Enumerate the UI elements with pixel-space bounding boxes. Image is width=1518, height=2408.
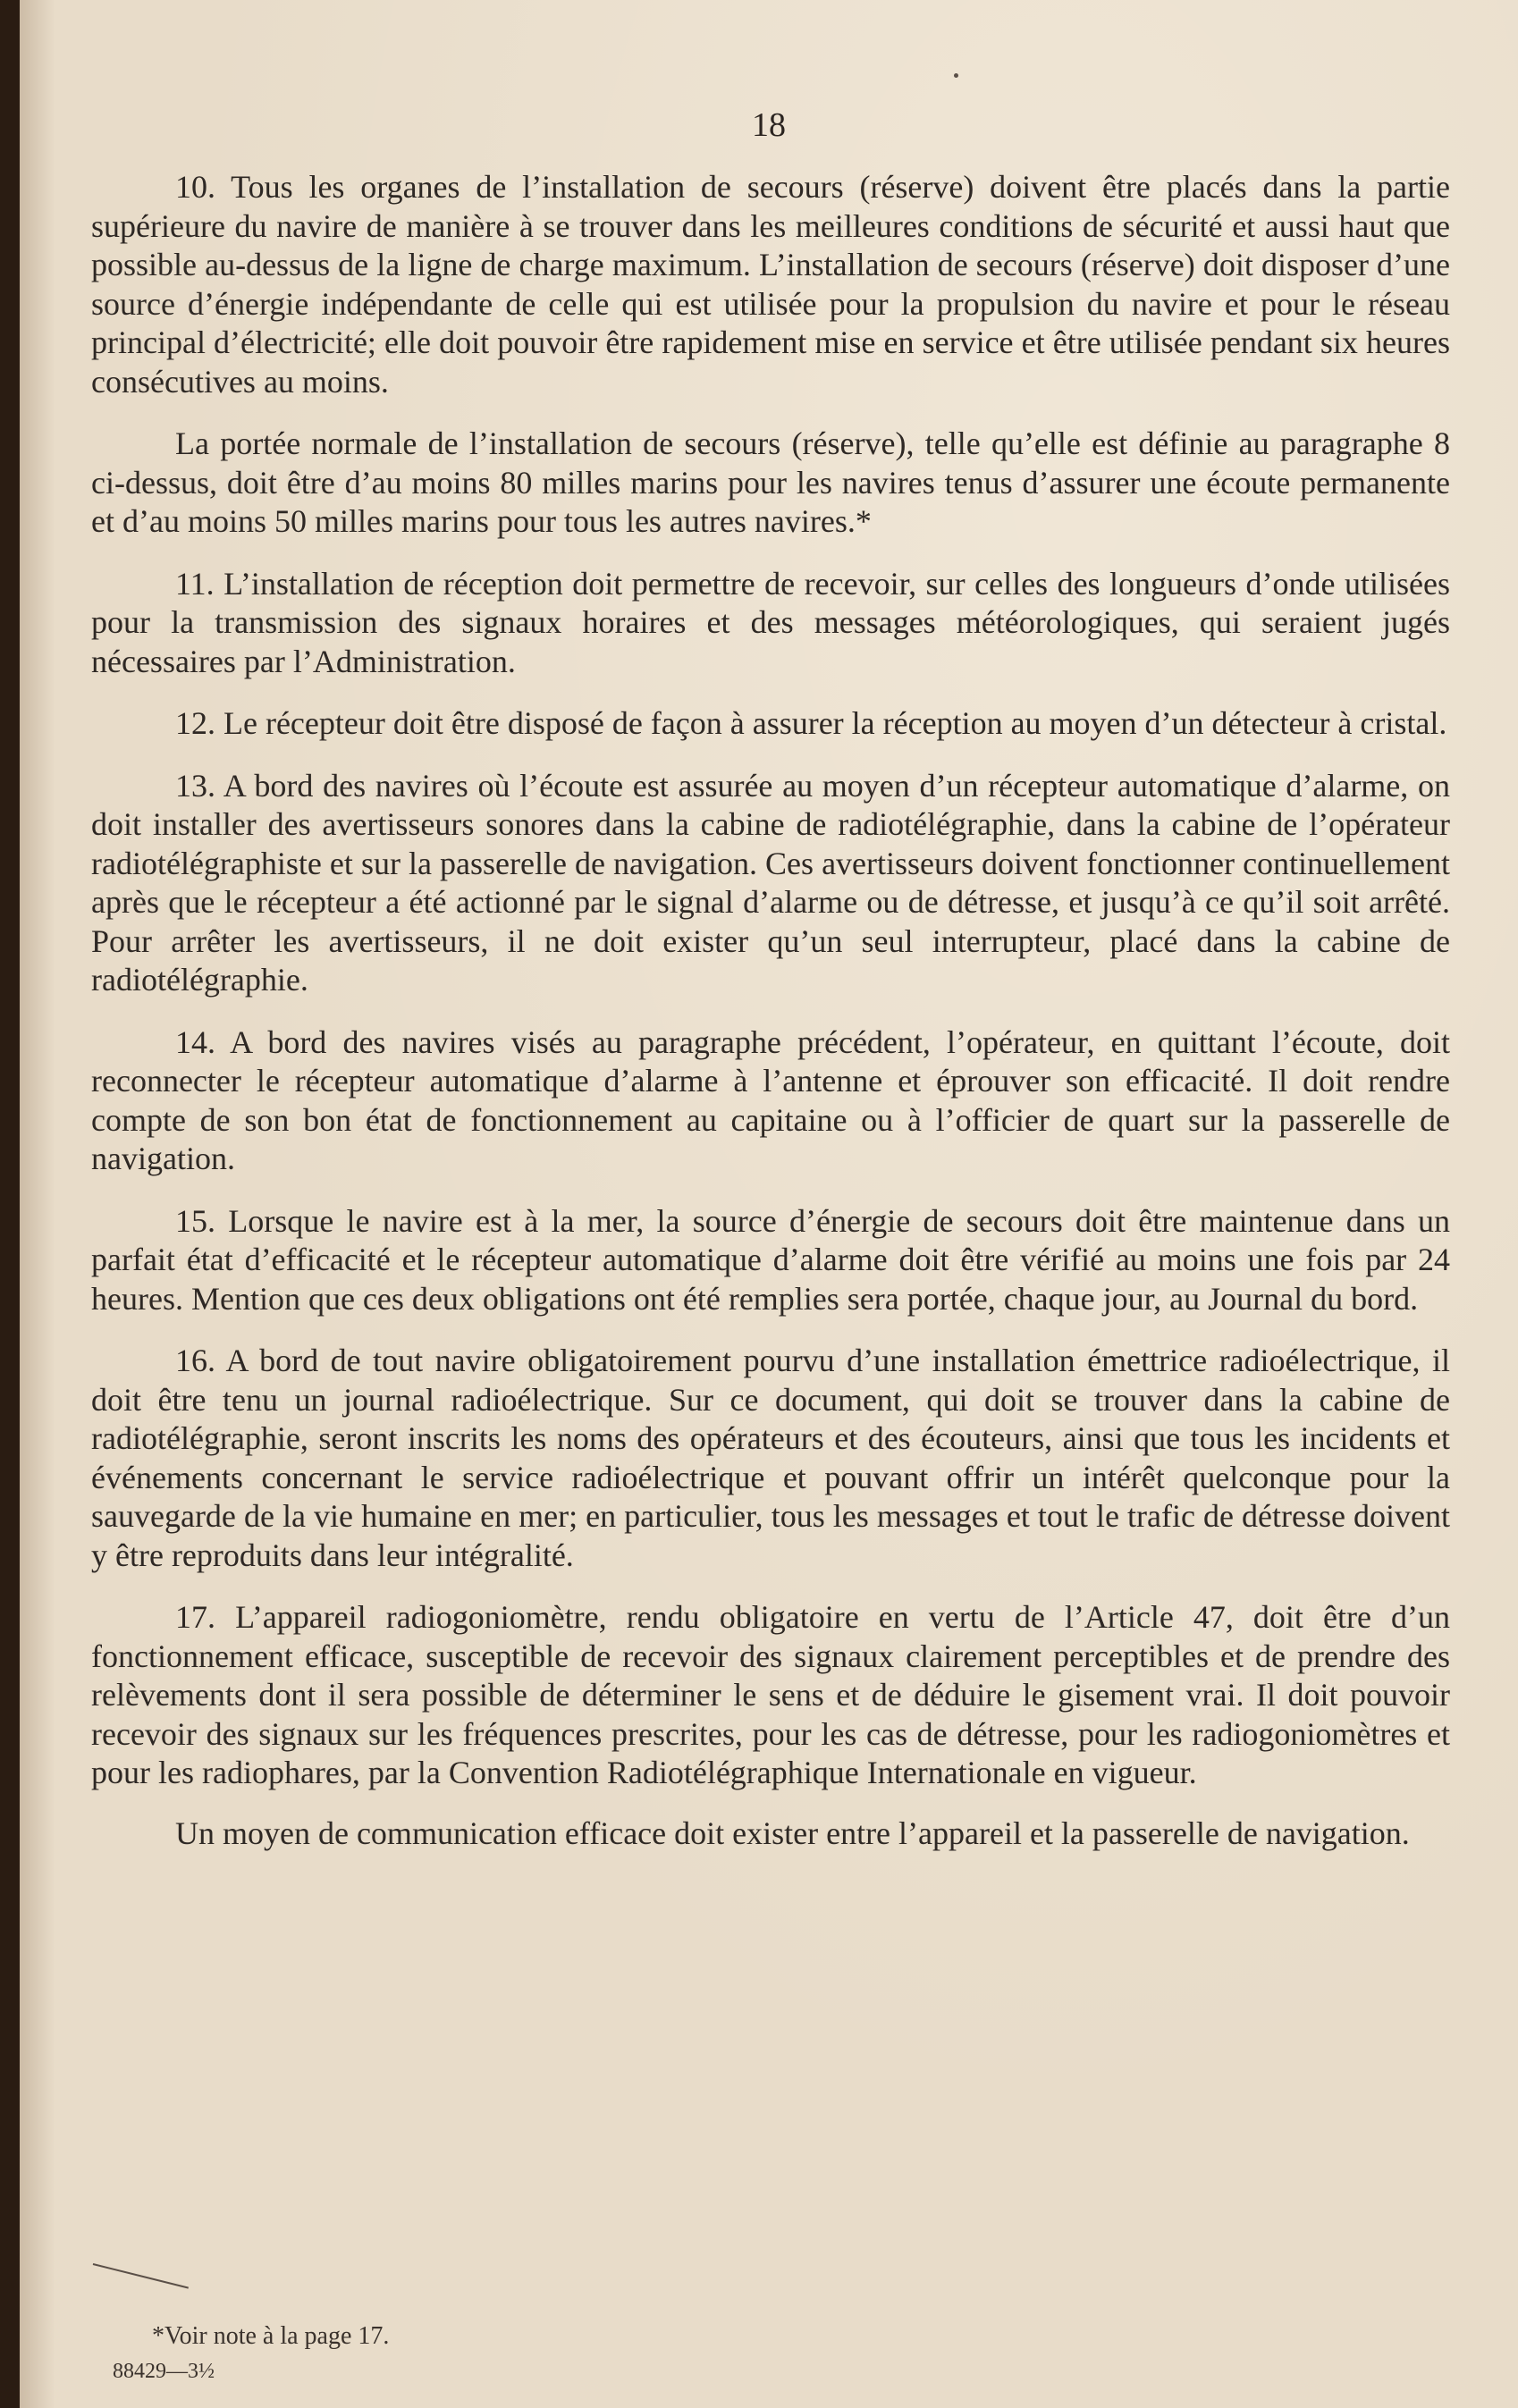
footnote-divider [93,2263,189,2289]
paragraph-13: 13. A bord des navires où l’écoute est assurée au moyen d’un récepteur automatique d’alarme, on doit installer des avertisseurs sonores dans la cabine de radiotélégraphie, dans la cabine de l’opérateur radiotélégraphiste et sur la passerelle de navigation. Ces avertisseurs doivent fonctionner continuellement après que le récepteur a été actionné par le signal d’alarme ou de détresse, et jusqu’à ce qu’il soit arrêté. Pour arrêter les avertisseurs, il ne doit exister qu’un seul interrupteur, placé dans la cabine de radiotélégraphie. [91,767,1450,998]
page-number: 18 [752,106,786,144]
paragraph-14: 14. A bord des navires visés au paragraphe précédent, l’opérateur, en quittant l’écoute, doit reconnecter le récepteur automatique d’alarme à l’antenne et éprouver son efficacité. Il doit rendre compte de son bon état de fonctionnement au capitaine ou à l’officier de quart sur la passerelle de navigation. [91,1023,1450,1176]
print-code: 88429—3½ [113,2360,215,2383]
paragraph-10: 10. Tous les organes de l’installation de secours (réserve) doivent être placés dans la partie supérieure du navire de manière à se trouver dans les meilleures conditions de sécurité et aussi haut que possible au-dessus de la ligne de charge maximum. L’installation de secours (réserve) doit disposer d’une source d’énergie indépendante de celle qui est utilisée pour la propulsion du navire et pour le réseau principal d’électricité; elle doit pouvoir être rapidement mise en service et être utilisée pendant six heures consécutives au moins. [91,169,1450,400]
paragraph-10-range: La portée normale de l’installation de secours (réserve), telle qu’elle est définie au paragraphe 8 ci-dessus, doit être d’au moins 80 milles marins pour les navires tenus d’assurer une écoute permanente et d’au moins 50 milles marins pour tous les autres navires.* [91,425,1450,539]
paragraph-17-communication: Un moyen de communication efficace doit exister entre l’appareil et la passerelle de navigation. [175,1814,1410,1851]
page-speck [954,73,958,78]
paragraph-17: 17. L’appareil radiogoniomètre, rendu obligatoire en vertu de l’Article 47, doit être d’un fonctionnement efficace, susceptible de recevoir des signaux clairement perceptibles et de prendre des relèvements dont il sera possible de déterminer le sens et de déduire le gisement vrai. Il doit pouvoir recevoir des signaux sur les fréquences prescrites, pour les cas de détresse, pour les radiogoniomètres et pour les radiophares, par la Convention Radiotélégraphique Internationale en vigueur. [91,1599,1450,1790]
paragraph-11: 11. L’installation de réception doit permettre de recevoir, sur celles des longueurs d’onde utilisées pour la transmission des signaux horaires et des messages météorologiques, qui seraient jugés nécessaires par l’Administration. [91,565,1450,679]
footnote: *Voir note à la page 17. [152,2322,390,2350]
paragraph-15: 15. Lorsque le navire est à la mer, la source d’énergie de secours doit être maintenue dans un parfait état d’efficacité et le récepteur automatique d’alarme doit être vérifié au moins une fois par 24 heures. Mention que ces deux obligations ont été remplies sera portée, chaque jour, au Journal du bord. [91,1202,1450,1317]
paragraph-12: 12. Le récepteur doit être disposé de façon à assurer la réception au moyen d’un détecteur à cristal. [175,705,1447,741]
paragraph-16: 16. A bord de tout navire obligatoirement pourvu d’une installation émettrice radioélectrique, il doit être tenu un journal radioélectrique. Sur ce document, qui doit se trouver dans la cabine de radiotélégraphie, seront inscrits les noms des opérateurs et des écouteurs, ainsi que tous les incidents et événements concernant le service radioélectrique et pouvant offrir un intérêt quelconque pour la sauvegarde de la vie humaine en mer; en particulier, tous les messages et tout le trafic de détresse doivent y être reproduits dans leur intégralité. [91,1343,1450,1573]
body-text [91,168,1450,1876]
document-page [20,0,1518,2408]
